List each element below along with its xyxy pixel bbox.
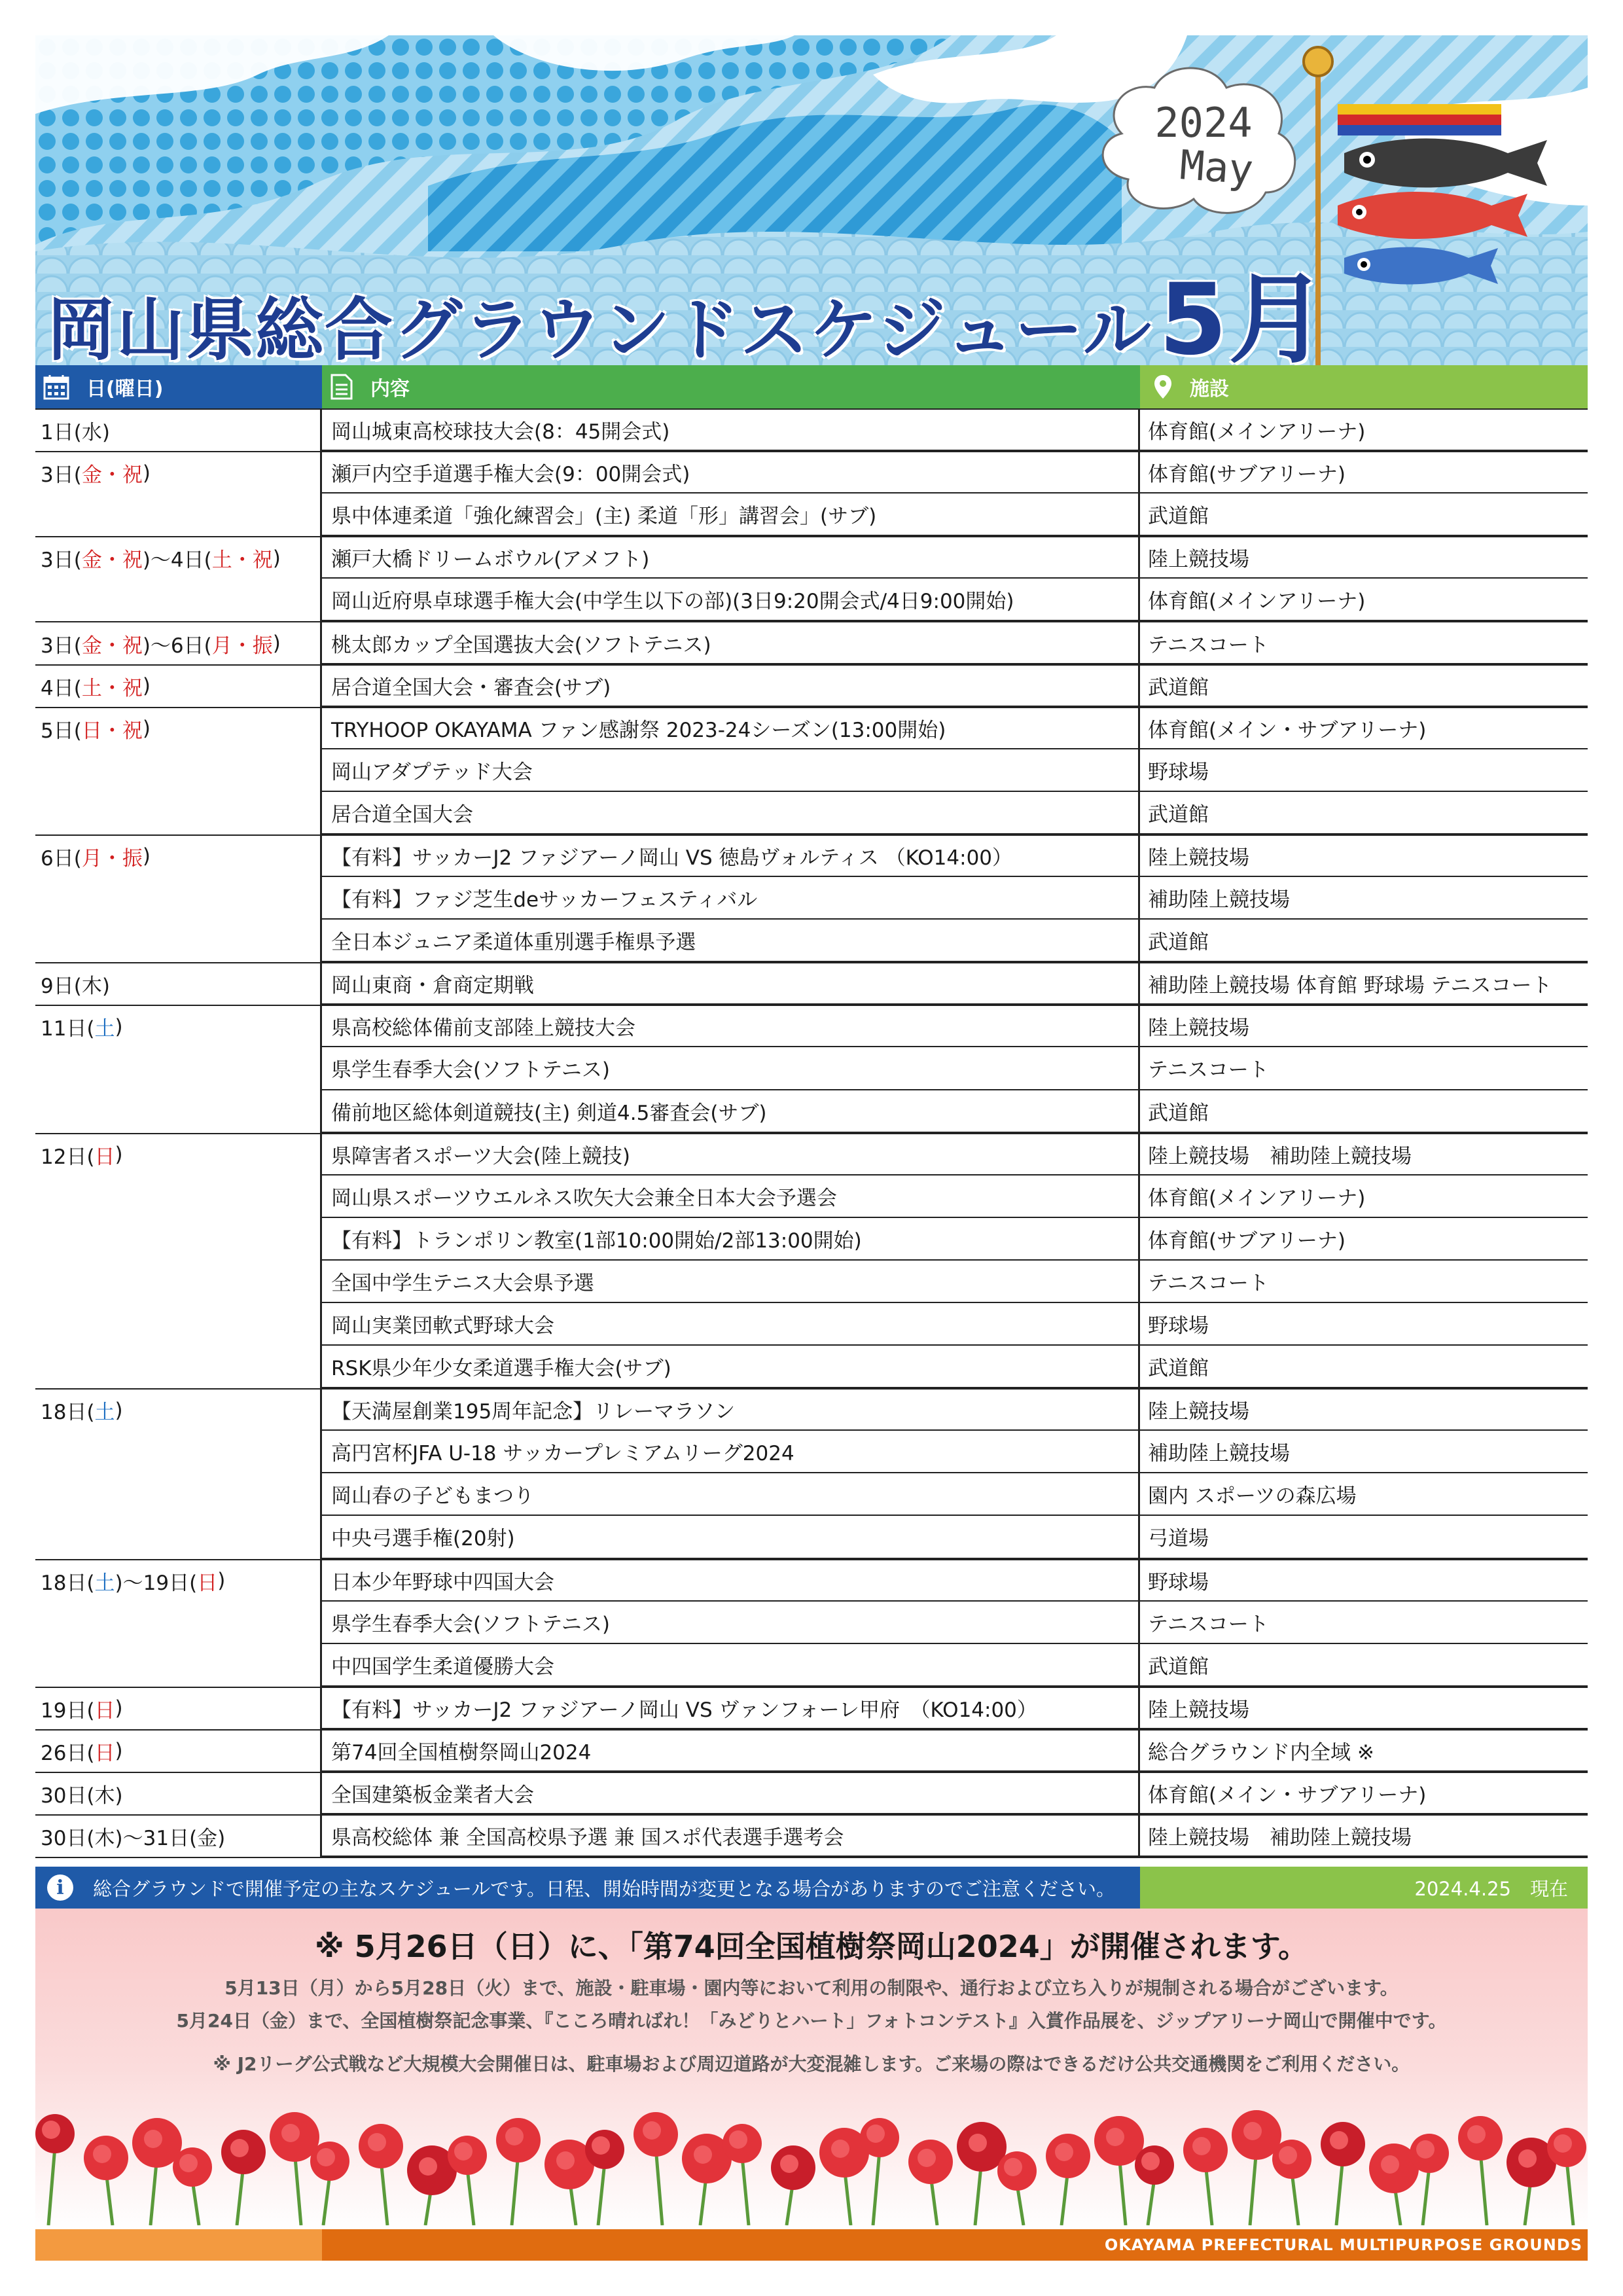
event-cell: 備前地区総体剣道競技(主) 剣道4.5審査会(サブ): [322, 1090, 1140, 1133]
table-row: [35, 834, 1588, 877]
date-text: 土・祝: [81, 676, 143, 700]
date-cell: [35, 1346, 322, 1388]
venue-cell: 体育館(サブアリーナ): [1140, 1218, 1588, 1261]
date-text: 日: [197, 1571, 218, 1595]
date-cell: [35, 1602, 322, 1644]
date-cell: [35, 1516, 322, 1558]
flower-petal: [556, 2151, 575, 2170]
date-text: 19日(: [41, 1698, 95, 1723]
table-row: [35, 792, 1588, 834]
date-text: 月・振: [211, 634, 273, 658]
date-cell: [35, 877, 322, 920]
venue-cell: 補助陸上競技場: [1140, 1431, 1588, 1473]
date-text: ): [142, 461, 151, 485]
flower-stem: [48, 2147, 55, 2225]
date-cell: [35, 1090, 322, 1133]
event-cell: 岡山東商・倉商定期戦: [322, 962, 1140, 1005]
date-cell: [35, 408, 322, 451]
table-row: [35, 1218, 1588, 1261]
date-cell: [35, 1431, 322, 1473]
event-cell: 岡山アダプテッド大会: [322, 749, 1140, 792]
venue-cell: 園内 スポーツの森広場: [1140, 1473, 1588, 1516]
date-text: 土: [94, 1401, 115, 1425]
date-text: 1日(水): [41, 421, 110, 445]
event-cell: 岡山城東高校球技大会(8：45開会式): [322, 408, 1140, 451]
date-cell: [35, 1005, 322, 1047]
date-text: 4日(: [41, 676, 82, 700]
flower-petal: [144, 2130, 162, 2148]
date-cell: [35, 1261, 322, 1303]
date-text: 9日(木): [41, 975, 110, 999]
date-text: ): [217, 1569, 226, 1593]
flower-petal: [317, 2148, 335, 2166]
date-text: 月・振: [81, 846, 143, 870]
event-cell: 全国中学生テニス大会県予選: [322, 1261, 1140, 1303]
date-cell: [35, 621, 322, 664]
table-row: [35, 707, 1588, 749]
table-row: [35, 962, 1588, 1005]
flower-petal: [1416, 2140, 1435, 2159]
event-cell: 県学生春季大会(ソフトテニス): [322, 1602, 1140, 1644]
flower-petal: [831, 2140, 849, 2158]
flower-petal: [1330, 2131, 1348, 2149]
date-text: 土: [94, 1017, 115, 1041]
flower-stem: [512, 2153, 518, 2225]
flower-petal: [1279, 2146, 1297, 2164]
table-row: [35, 408, 1588, 451]
venue-cell: 陸上競技場: [1140, 1388, 1588, 1431]
event-cell: 中四国学生柔道優勝大会: [322, 1644, 1140, 1687]
event-cell: 瀬戸大橋ドリームボウル(アメフト): [322, 536, 1140, 579]
event-cell: 県高校総体 兼 全国高校県予選 兼 国スポ代表選手選考会: [322, 1814, 1140, 1857]
date-text: 6日(: [41, 846, 82, 870]
date-text: 30日(木)～31日(金): [41, 1827, 226, 1851]
flower-stem: [381, 2159, 387, 2225]
date-cell: [35, 792, 322, 834]
venue-cell: 補助陸上競技場 体育館 野球場 テニスコート: [1140, 962, 1588, 1005]
table-row: [35, 1261, 1588, 1303]
flower-stem: [656, 2147, 662, 2225]
date-cell: [35, 1772, 322, 1814]
table-row: [35, 621, 1588, 664]
flower-stem: [1423, 2166, 1429, 2225]
event-cell: 全国建築板金業者大会: [322, 1772, 1140, 1814]
date-cell: [35, 451, 322, 493]
date-text: 日: [94, 1741, 115, 1765]
table-row: [35, 749, 1588, 792]
date-text: 土・祝: [211, 548, 273, 573]
date-text: 日: [94, 1698, 115, 1723]
flower-petal: [505, 2127, 524, 2145]
date-text: ): [272, 632, 281, 656]
date-cell: [35, 1473, 322, 1516]
event-cell: 県高校総体備前支部陸上競技大会: [322, 1005, 1140, 1047]
table-header: [35, 365, 1588, 408]
flower-petal: [230, 2139, 249, 2157]
date-cell: [35, 536, 322, 579]
event-cell: 中央弓選手権(20射): [322, 1516, 1140, 1558]
date-text: 18日(: [41, 1401, 95, 1425]
notice-line-2: 5月24日（金）まで、全国植樹祭記念事業、『こころ晴ればれ！「みどりとハート」フォトコンテスト』入賞作品展を、ジップアリーナ岡山で開催中です。: [176, 2010, 1447, 2032]
table-row: [35, 1814, 1588, 1857]
table-row: [35, 1388, 1588, 1431]
date-text: 土: [94, 1571, 115, 1595]
date-text: ): [142, 844, 151, 869]
event-cell: 岡山県スポーツウエルネス吹矢大会兼全日本大会予選会: [322, 1175, 1140, 1218]
venue-cell: テニスコート: [1140, 621, 1588, 664]
event-cell: 岡山実業団軟式野球大会: [322, 1303, 1140, 1346]
date-text: 12日(: [41, 1145, 95, 1169]
table-row: [35, 1729, 1588, 1772]
venue-cell: 陸上競技場 補助陸上競技場: [1140, 1814, 1588, 1857]
location-pin-icon: [1153, 374, 1173, 400]
date-text: 金・祝: [81, 463, 143, 488]
date-text: ): [115, 1014, 123, 1039]
date-cell: [35, 834, 322, 877]
footer: [35, 2229, 1588, 2261]
flower-stem: [1292, 2172, 1298, 2225]
table-row: [35, 1473, 1588, 1516]
venue-cell: 体育館(サブアリーナ): [1140, 451, 1588, 493]
date-cell: [35, 1559, 322, 1602]
table-row: [35, 1516, 1588, 1558]
date-text: 26日(: [41, 1741, 95, 1765]
flower-petal: [643, 2121, 661, 2140]
table-row: [35, 1772, 1588, 1814]
flower-petal: [179, 2154, 198, 2172]
flower-petal: [419, 2157, 437, 2176]
schedule-table: [35, 408, 1588, 1858]
event-cell: 【有料】トランポリン教室(1部10:00開始/2部13:00開始): [322, 1218, 1140, 1261]
venue-cell: 野球場: [1140, 1303, 1588, 1346]
table-row: [35, 536, 1588, 579]
notice-headline: ※ 5月26日（日）に、「第74回全国植樹祭岡山2024」が開催されます。: [314, 1929, 1309, 1964]
flower-petal: [592, 2136, 610, 2155]
venue-cell: 武道館: [1140, 792, 1588, 834]
event-cell: 【有料】サッカーJ2 ファジアーノ岡山 VS ヴァンフォーレ甲府 （KO14:00）: [322, 1687, 1140, 1729]
flower-petal: [1004, 2158, 1022, 2176]
venue-cell: 野球場: [1140, 1559, 1588, 1602]
venue-cell: テニスコート: [1140, 1602, 1588, 1644]
flower-petal: [866, 2125, 885, 2143]
event-cell: 日本少年野球中四国大会: [322, 1559, 1140, 1602]
col-header-date: 日(曜日): [35, 365, 322, 408]
date-text: 3日(: [41, 463, 82, 488]
event-cell: 【天満屋創業195周年記念】リレーマラソン: [322, 1388, 1140, 1431]
flower-stem: [1148, 2178, 1154, 2225]
flower-petal: [1141, 2152, 1160, 2170]
venue-cell: テニスコート: [1140, 1047, 1588, 1090]
flower-petal: [780, 2155, 798, 2173]
date-cell: [35, 1644, 322, 1687]
table-row: [35, 1175, 1588, 1218]
flower-petal: [1518, 2149, 1537, 2168]
flower-petal: [694, 2145, 712, 2164]
date-cell: [35, 962, 322, 1005]
flower-stem: [873, 2151, 880, 2225]
event-cell: 居合道全国大会: [322, 792, 1140, 834]
date-cell: [35, 1729, 322, 1772]
table-row: [35, 1687, 1588, 1729]
date-text: 金・祝: [81, 548, 143, 573]
flower-stem: [1480, 2151, 1487, 2225]
event-cell: 瀬戸内空手道選手権大会(9：00開会式): [322, 451, 1140, 493]
date-text: )～19日(: [115, 1571, 198, 1595]
venue-cell: 野球場: [1140, 749, 1588, 792]
date-text: ): [115, 1143, 123, 1167]
table-row: [35, 877, 1588, 920]
venue-cell: 体育館(メインアリーナ): [1140, 579, 1588, 621]
venue-cell: 陸上競技場: [1140, 834, 1588, 877]
table-row: [35, 493, 1588, 536]
flower-petal: [1243, 2122, 1262, 2140]
flower-petal: [281, 2124, 300, 2142]
event-cell: 県学生春季大会(ソフトテニス): [322, 1047, 1140, 1090]
table-row: [35, 451, 1588, 493]
flower-petal: [1192, 2137, 1211, 2155]
venue-cell: 体育館(メイン・サブアリーナ): [1140, 1772, 1588, 1814]
date-cell: [35, 920, 322, 962]
date-cell: [35, 707, 322, 749]
flower-stem: [742, 2157, 749, 2225]
info-bar: [35, 1867, 1588, 1909]
table-row: [35, 1090, 1588, 1133]
flower-petal: [93, 2145, 111, 2163]
flower-stem: [1567, 2161, 1573, 2225]
date-text: 日・祝: [81, 719, 143, 743]
flower-petal: [1381, 2155, 1399, 2174]
venue-cell: 武道館: [1140, 920, 1588, 962]
date-text: ): [272, 546, 281, 570]
date-cell: [35, 664, 322, 707]
venue-cell: 武道館: [1140, 1090, 1588, 1133]
year-label: 2024 May: [1154, 99, 1255, 194]
venue-cell: 陸上競技場: [1140, 1005, 1588, 1047]
table-row: [35, 1346, 1588, 1388]
flower-petal: [454, 2142, 473, 2161]
venue-cell: テニスコート: [1140, 1261, 1588, 1303]
event-cell: RSK県少年少女柔道選手権大会(サブ): [322, 1346, 1140, 1388]
date-text: 日: [94, 1145, 115, 1169]
event-cell: 全日本ジュニア柔道体重別選手権県予選: [322, 920, 1140, 962]
venue-cell: 補助陸上競技場: [1140, 877, 1588, 920]
carnation-illustration: [35, 2108, 1588, 2225]
date-text: ): [115, 1398, 123, 1422]
venue-cell: 体育館(メインアリーナ): [1140, 1175, 1588, 1218]
flower-stem: [1336, 2157, 1343, 2225]
month-label: 5月: [1158, 263, 1329, 365]
event-cell: 桃太郎カップ全国選抜大会(ソフトテニス): [322, 621, 1140, 664]
table-row: [35, 1559, 1588, 1602]
table-row: [35, 1602, 1588, 1644]
table-row: [35, 1133, 1588, 1175]
date-cell: [35, 1218, 322, 1261]
event-cell: 県障害者スポーツ大会(陸上競技): [322, 1133, 1140, 1175]
flower-petal: [729, 2130, 747, 2149]
flower-petal: [1055, 2143, 1073, 2161]
date-cell: [35, 1133, 322, 1175]
venue-cell: 武道館: [1140, 493, 1588, 536]
date-text: 5日(: [41, 719, 82, 743]
date-cell: [35, 1687, 322, 1729]
date-text: ): [142, 717, 151, 741]
flower-petal: [1467, 2125, 1486, 2144]
date-cell: [35, 1814, 322, 1857]
flower-petal: [368, 2133, 386, 2151]
header-banner: [35, 35, 1588, 365]
document-icon: [330, 373, 353, 401]
event-cell: TRYHOOP OKAYAMA ファン感謝祭 2023-24シーズン(13:00開始): [322, 707, 1140, 749]
date-cell: [35, 493, 322, 536]
table-row: [35, 1644, 1588, 1687]
table-row: [35, 664, 1588, 707]
flower-petal: [42, 2121, 60, 2139]
date-cell: [35, 1047, 322, 1090]
info-icon: i: [47, 1874, 73, 1901]
event-cell: 高円宮杯JFA U-18 サッカープレミアムリーグ2024: [322, 1431, 1140, 1473]
date-cell: [35, 749, 322, 792]
table-row: [35, 1303, 1588, 1346]
page-title: 岡山県総合グラウンドスケジュール5月: [47, 271, 1328, 365]
venue-cell: 陸上競技場: [1140, 1687, 1588, 1729]
notice-line-1: 5月13日（月）から5月28日（火）まで、施設・駐車場・園内等において利用の制限や、通行および立ち入りが規制される場合がございます。: [224, 1977, 1399, 1999]
table-row: [35, 1431, 1588, 1473]
event-cell: 岡山春の子どもまつり: [322, 1473, 1140, 1516]
date-cell: [35, 579, 322, 621]
event-cell: 【有料】ファジ芝生deサッカーフェスティバル: [322, 877, 1140, 920]
flower-petal: [1106, 2128, 1124, 2146]
venue-cell: 体育館(メイン・サブアリーナ): [1140, 707, 1588, 749]
venue-cell: 陸上競技場 補助陸上競技場: [1140, 1133, 1588, 1175]
date-text: ): [115, 1739, 123, 1763]
footer-org: OKAYAMA PREFECTURAL MULTIPURPOSE GROUNDS: [1104, 2236, 1582, 2254]
venue-cell: 武道館: [1140, 664, 1588, 707]
date-text: ): [115, 1696, 123, 1721]
table-row: [35, 920, 1588, 962]
venue-cell: 総合グラウンド内全域 ※: [1140, 1729, 1588, 1772]
as-of-date: 2024.4.25 現在: [1414, 1877, 1568, 1900]
table-row: [35, 579, 1588, 621]
flower-stem: [467, 2168, 474, 2225]
flower-stem: [598, 2162, 605, 2225]
flower-petal: [1554, 2134, 1572, 2153]
venue-cell: 武道館: [1140, 1346, 1588, 1388]
date-text: 3日(: [41, 548, 82, 573]
calendar-icon: [43, 374, 69, 400]
table-row: [35, 1005, 1588, 1047]
flower-petal: [969, 2134, 987, 2152]
date-text: 30日(木): [41, 1784, 123, 1808]
event-cell: 【有料】サッカーJ2 ファジアーノ岡山 VS 徳島ヴォルティス （KO14:00）: [322, 834, 1140, 877]
date-cell: [35, 1175, 322, 1218]
flower-stem: [192, 2180, 199, 2225]
date-text: 18日(: [41, 1571, 95, 1595]
col-header-event: 内容: [322, 365, 1140, 408]
flower-stem: [323, 2174, 330, 2225]
date-text: ): [142, 674, 151, 698]
venue-cell: 陸上競技場: [1140, 536, 1588, 579]
venue-cell: 武道館: [1140, 1644, 1588, 1687]
event-cell: 第74回全国植樹祭岡山2024: [322, 1729, 1140, 1772]
date-text: 11日(: [41, 1017, 95, 1041]
venue-cell: 弓道場: [1140, 1516, 1588, 1558]
flower-petal: [918, 2149, 936, 2167]
date-cell: [35, 1388, 322, 1431]
date-text: )～6日(: [142, 634, 212, 658]
date-cell: [35, 1303, 322, 1346]
flower-stem: [1205, 2163, 1212, 2225]
event-cell: 居合道全国大会・審査会(サブ): [322, 664, 1140, 707]
notice-line-3: ※ J2リーグ公式戦など大規模大会開催日は、駐車場および周辺道路が大変混雑します。ご来場の際はできるだけ公共交通機関をご利用ください。: [213, 2053, 1410, 2075]
date-text: )～4日(: [142, 548, 212, 573]
col-header-venue: 施設: [1140, 365, 1588, 408]
event-cell: 岡山近府県卓球選手権大会(中学生以下の部)(3日9:20開会式/4日9:00開始): [322, 579, 1140, 621]
date-text: 3日(: [41, 634, 82, 658]
venue-cell: 体育館(メインアリーナ): [1140, 408, 1588, 451]
date-text: 金・祝: [81, 634, 143, 658]
table-row: [35, 1047, 1588, 1090]
event-cell: 県中体連柔道「強化練習会」(主) 柔道「形」講習会」(サブ): [322, 493, 1140, 536]
info-message: 総合グラウンドで開催予定の主なスケジュールです。日程、開始時間が変更となる場合がありますのでご注意ください。: [93, 1877, 1115, 1900]
